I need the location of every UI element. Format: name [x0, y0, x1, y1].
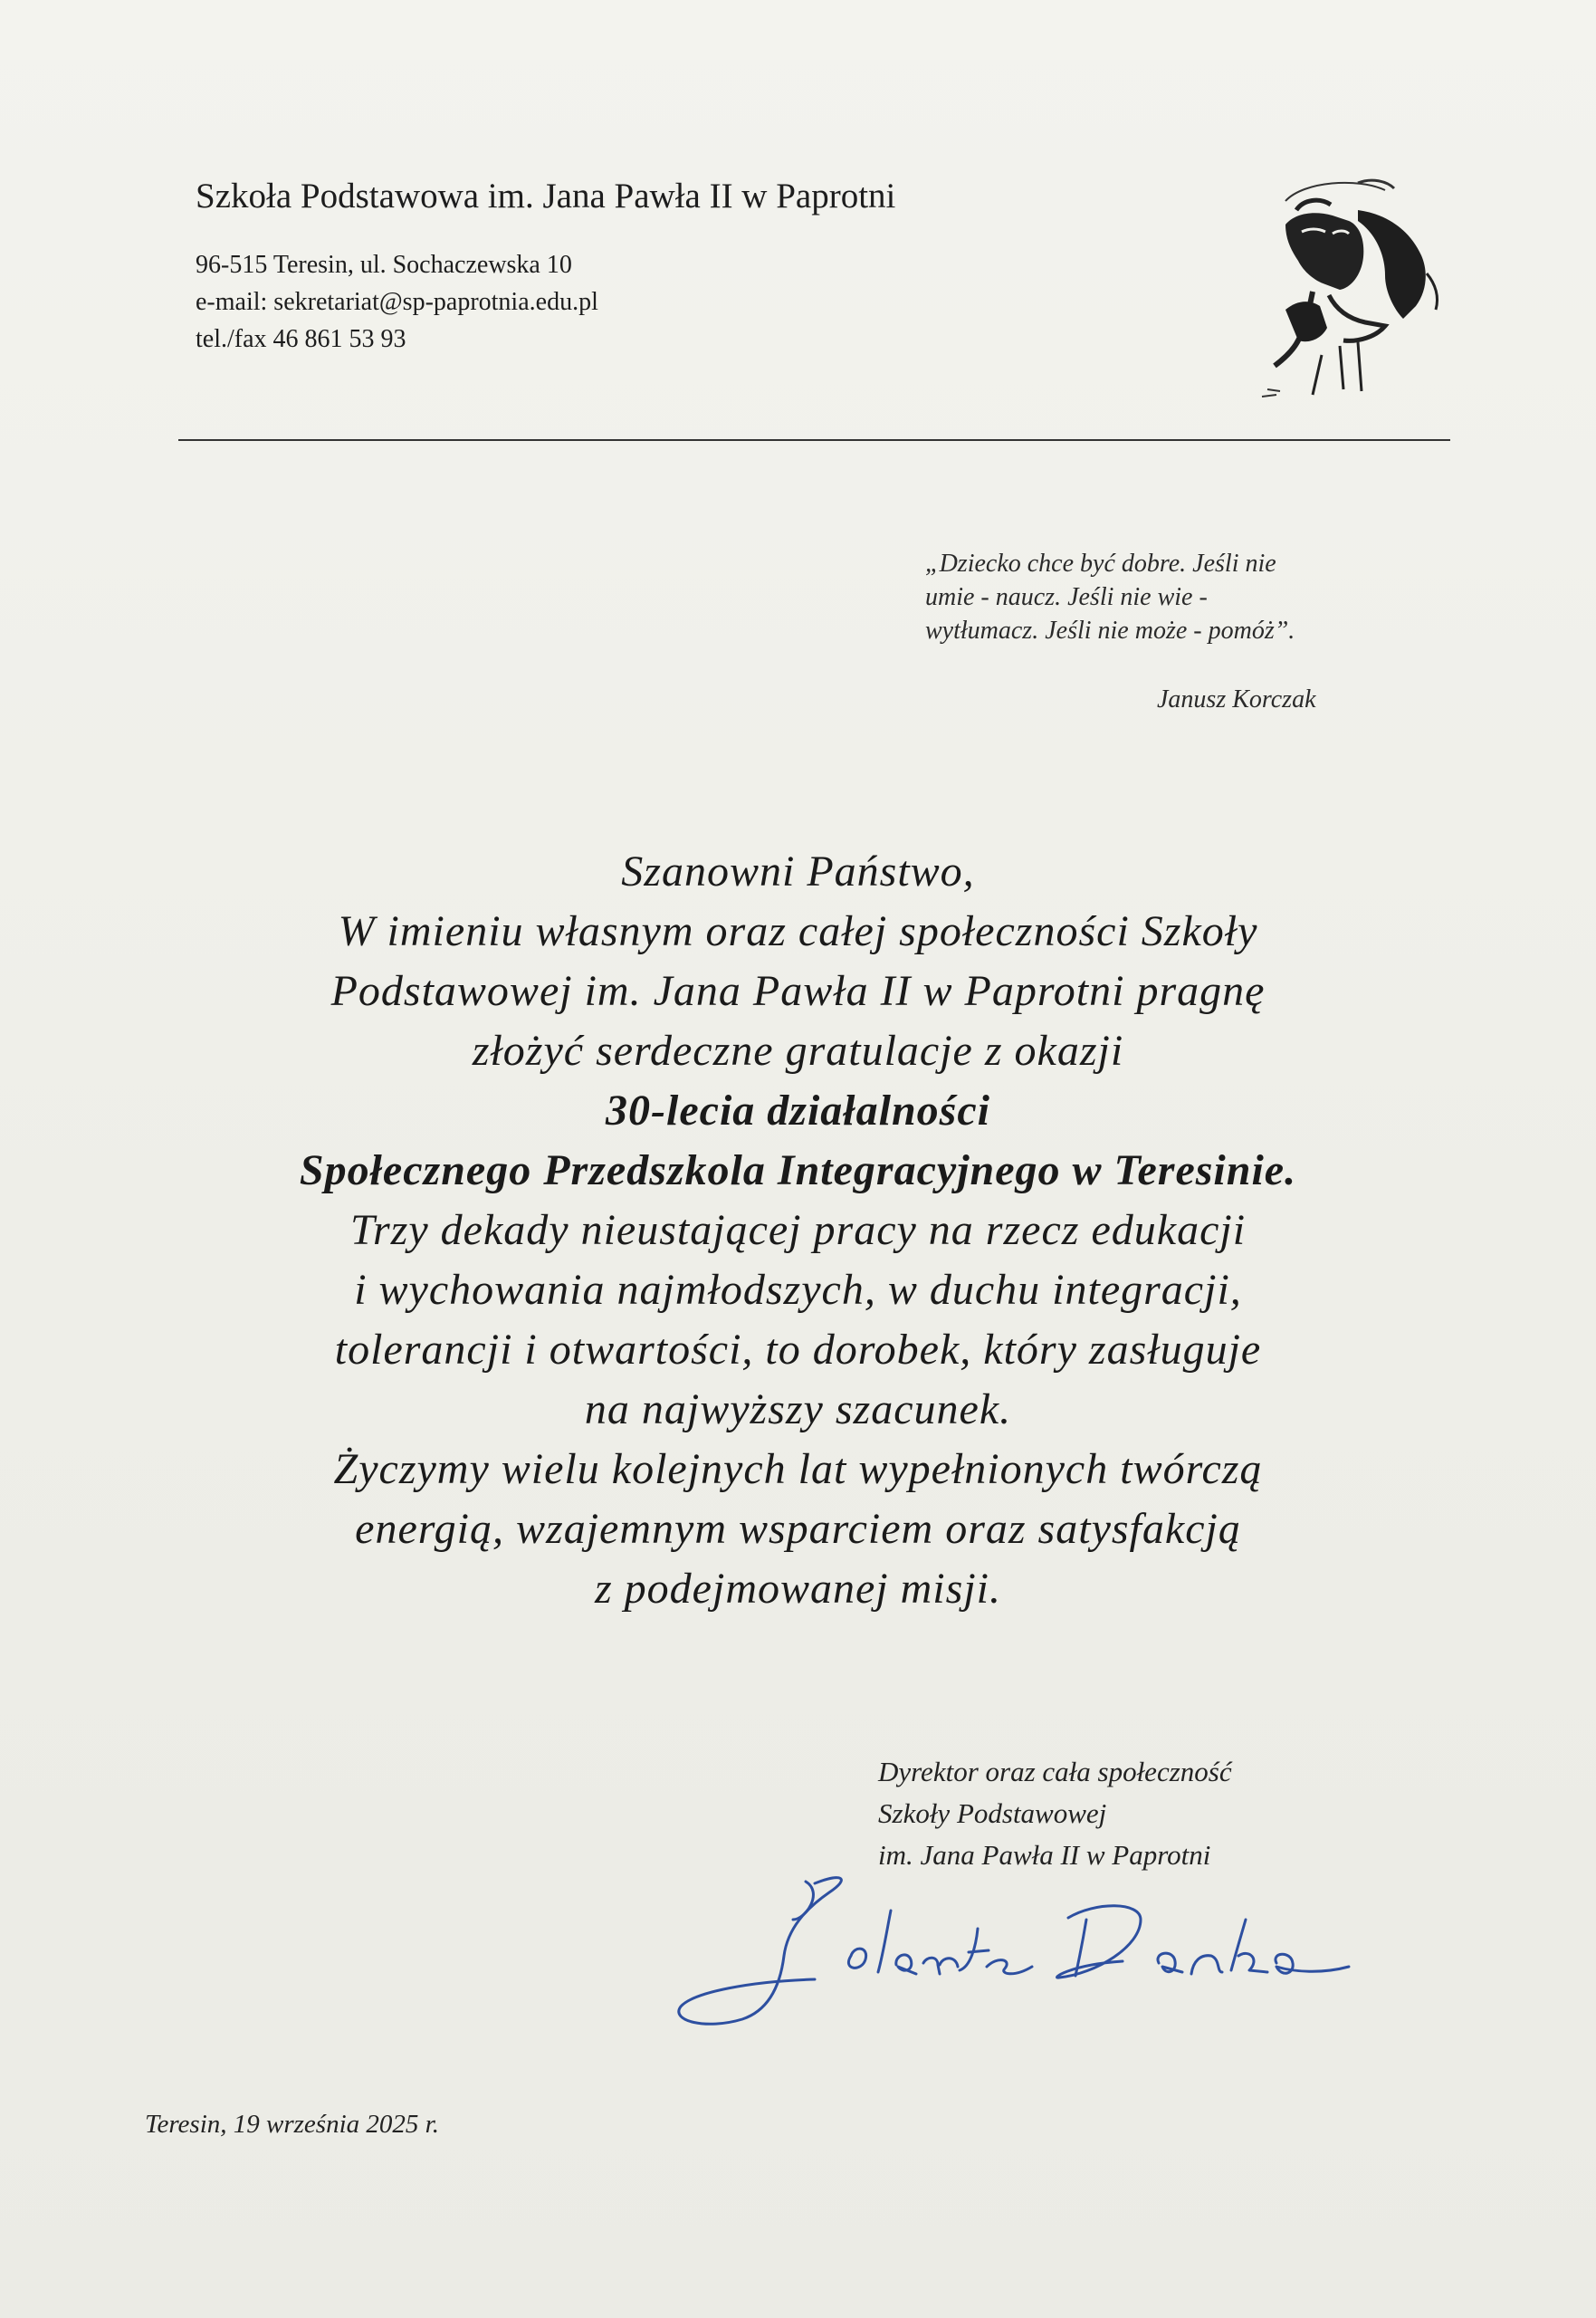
phone: tel./fax 46 861 53 93 — [196, 325, 406, 353]
handwritten-signature — [670, 1865, 1448, 2028]
school-name: Szkoła Podstawowa im. Jana Pawła II w Paprotni — [196, 177, 896, 216]
letter-line: Podstawowej im. Jana Pawła II w Paprotni pragnę — [330, 967, 1266, 1015]
quote-line: „Dziecko chce być dobre. Jeśli nie — [925, 550, 1276, 578]
address: 96-515 Teresin, ul. Sochaczewska 10 — [196, 251, 572, 279]
header-divider — [178, 439, 1450, 441]
closing-line: im. Jana Pawła II w Paprotni — [878, 1839, 1211, 1871]
closing-line: Szkoły Podstawowej — [878, 1797, 1107, 1829]
letter-line: W imieniu własnym oraz całej społeczności Szkoły — [338, 907, 1258, 955]
email: e-mail: sekretariat@sp-paprotnia.edu.pl — [196, 288, 598, 316]
letter-line: i wychowania najmłodszych, w duchu integracji, — [354, 1266, 1242, 1314]
closing-line: Dyrektor oraz cała społeczność — [878, 1756, 1232, 1787]
salutation: Szanowni Państwo, — [621, 848, 975, 896]
letter-line: tolerancji i otwartości, to dorobek, który zasługuje — [334, 1326, 1262, 1374]
letter-body — [109, 842, 1487, 1619]
letter-line: złożyć serdeczne gratulacje z okazji — [472, 1027, 1124, 1075]
anniversary-line: 30-lecia działalności — [606, 1087, 990, 1135]
portrait-icon — [1249, 174, 1457, 400]
letter-line: energią, wzajemnym wsparciem oraz satysfakcją — [355, 1505, 1241, 1553]
letter-line: z podejmowanej misji. — [595, 1565, 1001, 1613]
letter-line: Życzymy wielu kolejnych lat wypełnionych twórczą — [333, 1445, 1263, 1493]
quote-line: wytłumacz. Jeśli nie może - pomóż”. — [925, 617, 1295, 645]
quote-line: umie - naucz. Jeśli nie wie - — [925, 583, 1208, 611]
letter-line: na najwyższy szacunek. — [584, 1385, 1012, 1433]
letter-date: Teresin, 19 września 2025 r. — [145, 2110, 439, 2139]
contact-block — [196, 246, 598, 358]
closing-block — [878, 1751, 1232, 1876]
letter-line: Trzy dekady nieustającej pracy na rzecz edukacji — [349, 1206, 1247, 1254]
quote-author: Janusz Korczak — [1157, 685, 1316, 714]
quote-block — [925, 547, 1432, 647]
institution-name: Społecznego Przedszkola Integracyjnego w Teresinie. — [299, 1146, 1297, 1194]
